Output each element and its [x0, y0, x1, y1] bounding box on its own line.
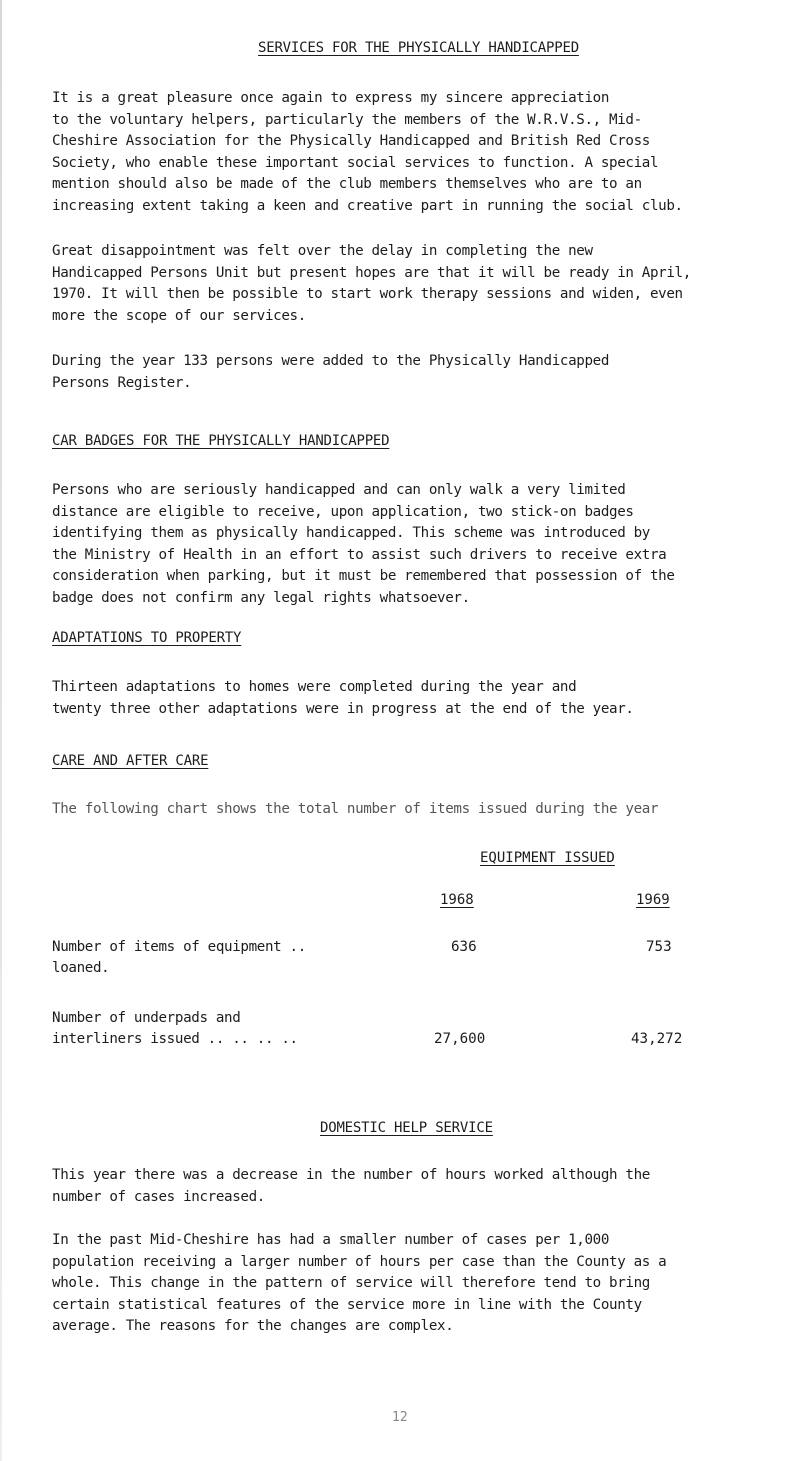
paragraph-adaptations: Thirteen adaptations to homes were completed during the year and twenty three other adaptations were in progress at the end of the year.: [52, 679, 634, 717]
heading-adaptations: ADAPTATIONS TO PROPERTY: [52, 630, 242, 646]
year-header-1968: 1968: [440, 892, 474, 908]
paragraph-car-badges: Persons who are seriously handicapped and can only walk a very limited distance are eligible to receive, upon application, two stick-on badges identifying them as physically handicapped. This scheme was introduced by the Ministry of Health in an effort to assist such drivers to receive extra consideration when parking, but it must be remembered that possession of the badge does not confirm any legal rights whatsoever.: [52, 482, 675, 606]
year-header-1969: 1969: [636, 892, 670, 908]
paragraph-hours-decrease: This year there was a decrease in the number of hours worked although the number of cases increased.: [52, 1167, 650, 1205]
paragraph-mid-cheshire: In the past Mid-Cheshire has had a smaller number of cases per 1,000 population receiving a larger number of hours per case than the County as a whole. This change in the pattern of service will therefore tend to bring certain statistical features of the service more in line with the County average. The reasons for the changes are complex.: [52, 1232, 667, 1334]
row-underpads-label-cont: interliners issued .. .. .. ..: [52, 1031, 298, 1047]
row-equipment-label: Number of items of equipment ..: [52, 939, 306, 955]
heading-car-badges: CAR BADGES FOR THE PHYSICALLY HANDICAPPED: [52, 433, 390, 449]
value-equipment-1968: 636: [451, 939, 477, 955]
table-title: EQUIPMENT ISSUED: [480, 850, 615, 866]
page-number: 12: [392, 1410, 408, 1425]
value-underpads-1969: 43,272: [631, 1031, 683, 1047]
paragraph-register: During the year 133 persons were added to the Physically Handicapped Persons Register.: [52, 353, 610, 391]
heading-domestic-help: DOMESTIC HELP SERVICE: [320, 1120, 493, 1136]
value-underpads-1968: 27,600: [434, 1031, 486, 1047]
heading-physically-handicapped: SERVICES FOR THE PHYSICALLY HANDICAPPED: [258, 40, 579, 56]
row-underpads-label: Number of underpads and: [52, 1010, 241, 1026]
paragraph-chart-intro: The following chart shows the total number of items issued during the year: [52, 801, 659, 817]
paragraph-unit-delay: Great disappointment was felt over the delay in completing the new Handicapped Persons Unit but present hopes are that it will be ready in April, 1970. It will then be possible to start work therapy sessions and widen, even more the scope of our services.: [52, 243, 691, 324]
row-equipment-label-cont: loaned.: [52, 960, 110, 976]
paragraph-appreciation: It is a great pleasure once again to express my sincere appreciation to the voluntary helpers, particularly the members of the W.R.V.S., Mid- Cheshire Association for the Physically Handicapped and British Red Cross Society, who enable these important social services to function. A special mention should also be made of the club members themselves who are to an increasing extent taking a keen and creative part in running the social club.: [52, 90, 683, 214]
heading-care-after-care: CARE AND AFTER CARE: [52, 753, 209, 769]
value-equipment-1969: 753: [646, 939, 672, 955]
scan-edge: [0, 0, 2, 1461]
